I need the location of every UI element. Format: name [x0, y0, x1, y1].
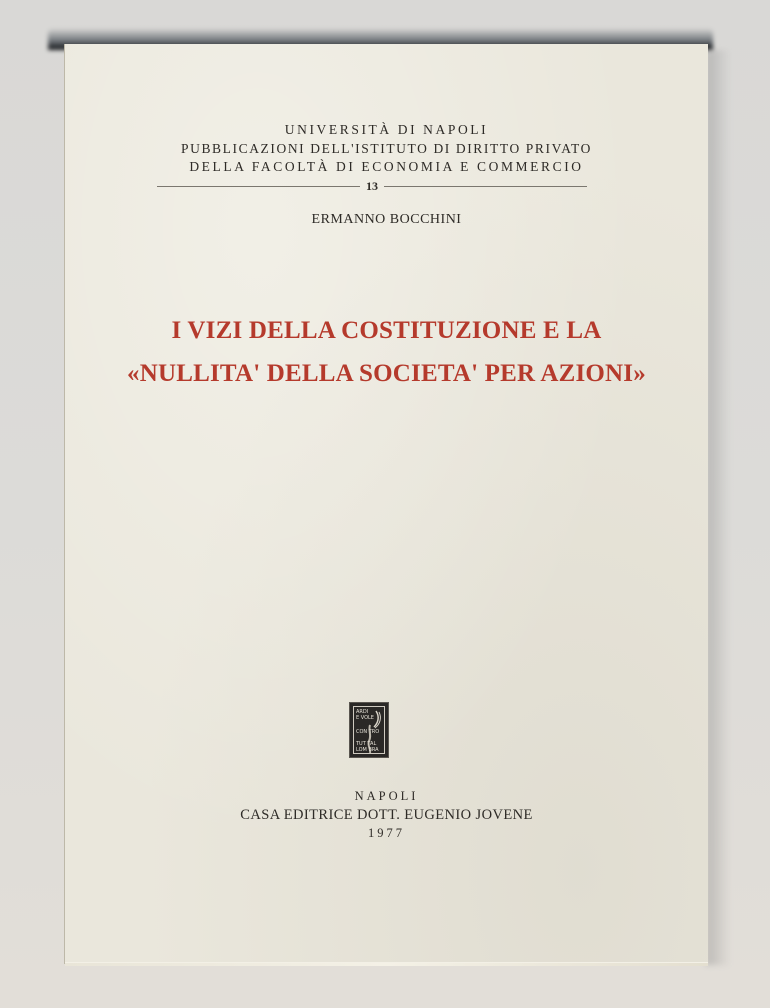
title-line-2: «NULLITA' DELLA SOCIETA' PER AZIONI» — [127, 360, 646, 387]
emblem-text-2: E VOLE — [356, 715, 374, 721]
rule-left — [157, 186, 360, 187]
emblem-text-1: ARDI — [356, 709, 369, 715]
emblem-text-3: CON TRO — [356, 729, 380, 735]
series-line-publications: PUBBLICAZIONI DELL'ISTITUTO DI DIRITTO PRIVATO — [180, 140, 593, 156]
series-heading — [65, 121, 708, 177]
series-line-faculty: DELLA FACOLTÀ DI ECONOMIA E COMMERCIO — [189, 159, 584, 174]
rule-right — [384, 186, 587, 187]
publisher-block — [65, 787, 708, 843]
series-number-rule — [157, 178, 587, 194]
publisher-house: CASA EDITRICE DOTT. EUGENIO JOVENE — [240, 806, 533, 823]
emblem-frame — [353, 706, 385, 754]
emblem-text-5: LOM BRA — [356, 747, 379, 753]
series-line-university: UNIVERSITÀ DI NAPOLI — [284, 122, 489, 137]
title-line-1: I VIZI DELLA COSTITUZIONE E LA — [171, 317, 602, 344]
publication-year: 1977 — [368, 826, 405, 840]
publisher-emblem-icon — [349, 702, 389, 758]
author-name: ERMANNO BOCCHINI — [311, 212, 462, 227]
book-title — [65, 309, 708, 395]
series-number: 13 — [366, 178, 378, 193]
book-cover — [65, 44, 708, 964]
publisher-city: NAPOLI — [354, 789, 419, 803]
cover-right-shadow — [706, 50, 730, 965]
emblem-text-4: TUT TAL — [356, 741, 377, 747]
cover-bottom-edge — [65, 963, 708, 966]
